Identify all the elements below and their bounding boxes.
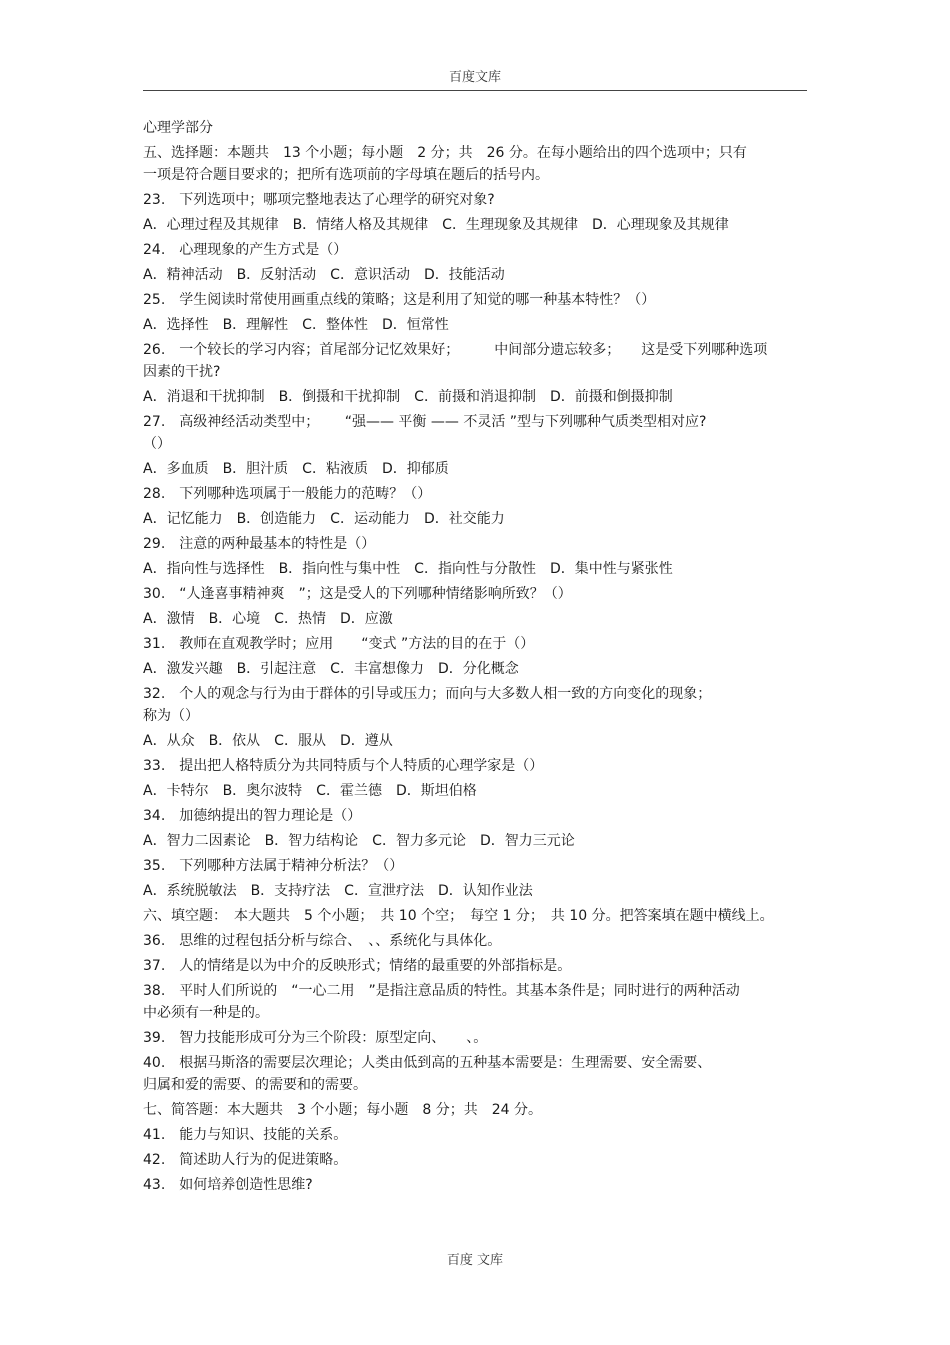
text-line: 41. 能力与知识、技能的关系。 — [143, 1127, 348, 1143]
text-line: 31. 教师在直观教学时；应用 “变式 ”方法的目的在于（） — [143, 636, 535, 652]
text-line: 38. 平时人们所说的 “一心二用 ”是指注意品质的特性。其基本条件是；同时进行的两种活动 — [143, 983, 740, 999]
text-line: A．智力二因素论 B．智力结构论 C．智力多元论 D．智力三元论 — [143, 833, 575, 849]
text-line: 24. 心理现象的产生方式是（） — [143, 242, 348, 258]
text-line: 归属和爱的需要、的需要和的需要。 — [143, 1077, 367, 1093]
text-line: 中必须有一种是的。 — [143, 1005, 269, 1021]
text-line: 五、选择题：本题共 13 个小题；每小题 2 分；共 26 分。在每小题给出的四个选项中；只有 — [143, 145, 747, 161]
text-line: 称为（） — [143, 708, 199, 724]
text-line: A．消退和干扰抑制 B．倒摄和干扰抑制 C．前摄和消退抑制 D．前摄和倒摄抑制 — [143, 389, 673, 405]
text-line: A．卡特尔 B．奥尔波特 C．霍兰德 D．斯坦伯格 — [143, 783, 477, 799]
text-line: 29. 注意的两种最基本的特性是（） — [143, 536, 376, 552]
text-line: 32. 个人的观念与行为由于群体的引导或压力；而向与大多数人相一致的方向变化的现象； — [143, 686, 712, 702]
document-body — [143, 118, 807, 1200]
text-line: A．选择性 B．理解性 C．整体性 D．恒常性 — [143, 317, 449, 333]
page-header: 百度文库 — [448, 70, 501, 85]
text-line: 40. 根据马斯洛的需要层次理论；人类由低到高的五种基本需要是：生理需要、安全需要、 — [143, 1055, 712, 1071]
text-line: 43. 如何培养创造性思维? — [143, 1177, 313, 1193]
text-line: 七、简答题：本大题共 3 个小题；每小题 8 分；共 24 分。 — [143, 1102, 542, 1118]
text-line: A．多血质 B．胆汁质 C．粘液质 D．抑郁质 — [143, 461, 449, 477]
text-line: A．激情 B．心境 C．热情 D．应激 — [143, 611, 393, 627]
text-line: A．记忆能力 B．创造能力 C．运动能力 D．社交能力 — [143, 511, 505, 527]
text-line: A．心理过程及其规律 B．情绪人格及其规律 C．生理现象及其规律 D．心理现象及其规律 — [143, 217, 729, 233]
text-line: 39. 智力技能形成可分为三个阶段：原型定向、 、。 — [143, 1030, 488, 1046]
text-line: 37. 人的情绪是以为中介的反映形式；情绪的最重要的外部指标是。 — [143, 958, 572, 974]
text-line: 42. 简述助人行为的促进策略。 — [143, 1152, 348, 1168]
text-line: 35. 下列哪种方法属于精神分析法？（） — [143, 858, 404, 874]
text-line: A．指向性与选择性 B．指向性与集中性 C．指向性与分散性 D．集中性与紧张性 — [143, 561, 673, 577]
text-line: 六、填空题： 本大题共 5 个小题； 共 10 个空； 每空 1 分； 共 10 分。把答案填在题中横线上。 — [143, 908, 774, 924]
text-line: 26. 一个较长的学习内容；首尾部分记忆效果好； 中间部分遗忘较多； 这是受下列哪种选项 — [143, 342, 768, 358]
text-line: 34. 加德纳提出的智力理论是（） — [143, 808, 362, 824]
page-footer: 百度 文库 — [446, 1253, 504, 1268]
text-line: 一项是符合题目要求的；把所有选项前的字母填在题后的括号内。 — [143, 167, 549, 183]
text-line: A．系统脱敏法 B．支持疗法 C．宣泄疗法 D．认知作业法 — [143, 883, 533, 899]
text-line: A．从众 B．依从 C．服从 D．遵从 — [143, 733, 393, 749]
text-line: 心理学部分 — [143, 120, 213, 136]
text-line: 23. 下列选项中；哪项完整地表达了心理学的研究对象? — [143, 192, 495, 208]
text-line: A．激发兴趣 B．引起注意 C．丰富想像力 D．分化概念 — [143, 661, 519, 677]
text-line: A．精神活动 B．反射活动 C．意识活动 D．技能活动 — [143, 267, 505, 283]
text-line: （） — [143, 436, 171, 452]
text-line: 36. 思维的过程包括分析与综合、 、、系统化与具体化。 — [143, 933, 502, 949]
text-line: 30. “人逢喜事精神爽 ”；这是受人的下列哪种情绪影响所致？（） — [143, 586, 572, 602]
header-divider — [143, 90, 807, 91]
text-line: 因素的干扰? — [143, 364, 221, 380]
text-line: 33. 提出把人格特质分为共同特质与个人特质的心理学家是（） — [143, 758, 544, 774]
text-line: 28. 下列哪种选项属于一般能力的范畴？（） — [143, 486, 432, 502]
text-line: 27. 高级神经活动类型中； “强—— 平衡 —— 不灵活 ”型与下列哪种气质类型相对应? — [143, 414, 707, 430]
text-line: 25. 学生阅读时常使用画重点线的策略；这是利用了知觉的哪一种基本特性？（） — [143, 292, 656, 308]
